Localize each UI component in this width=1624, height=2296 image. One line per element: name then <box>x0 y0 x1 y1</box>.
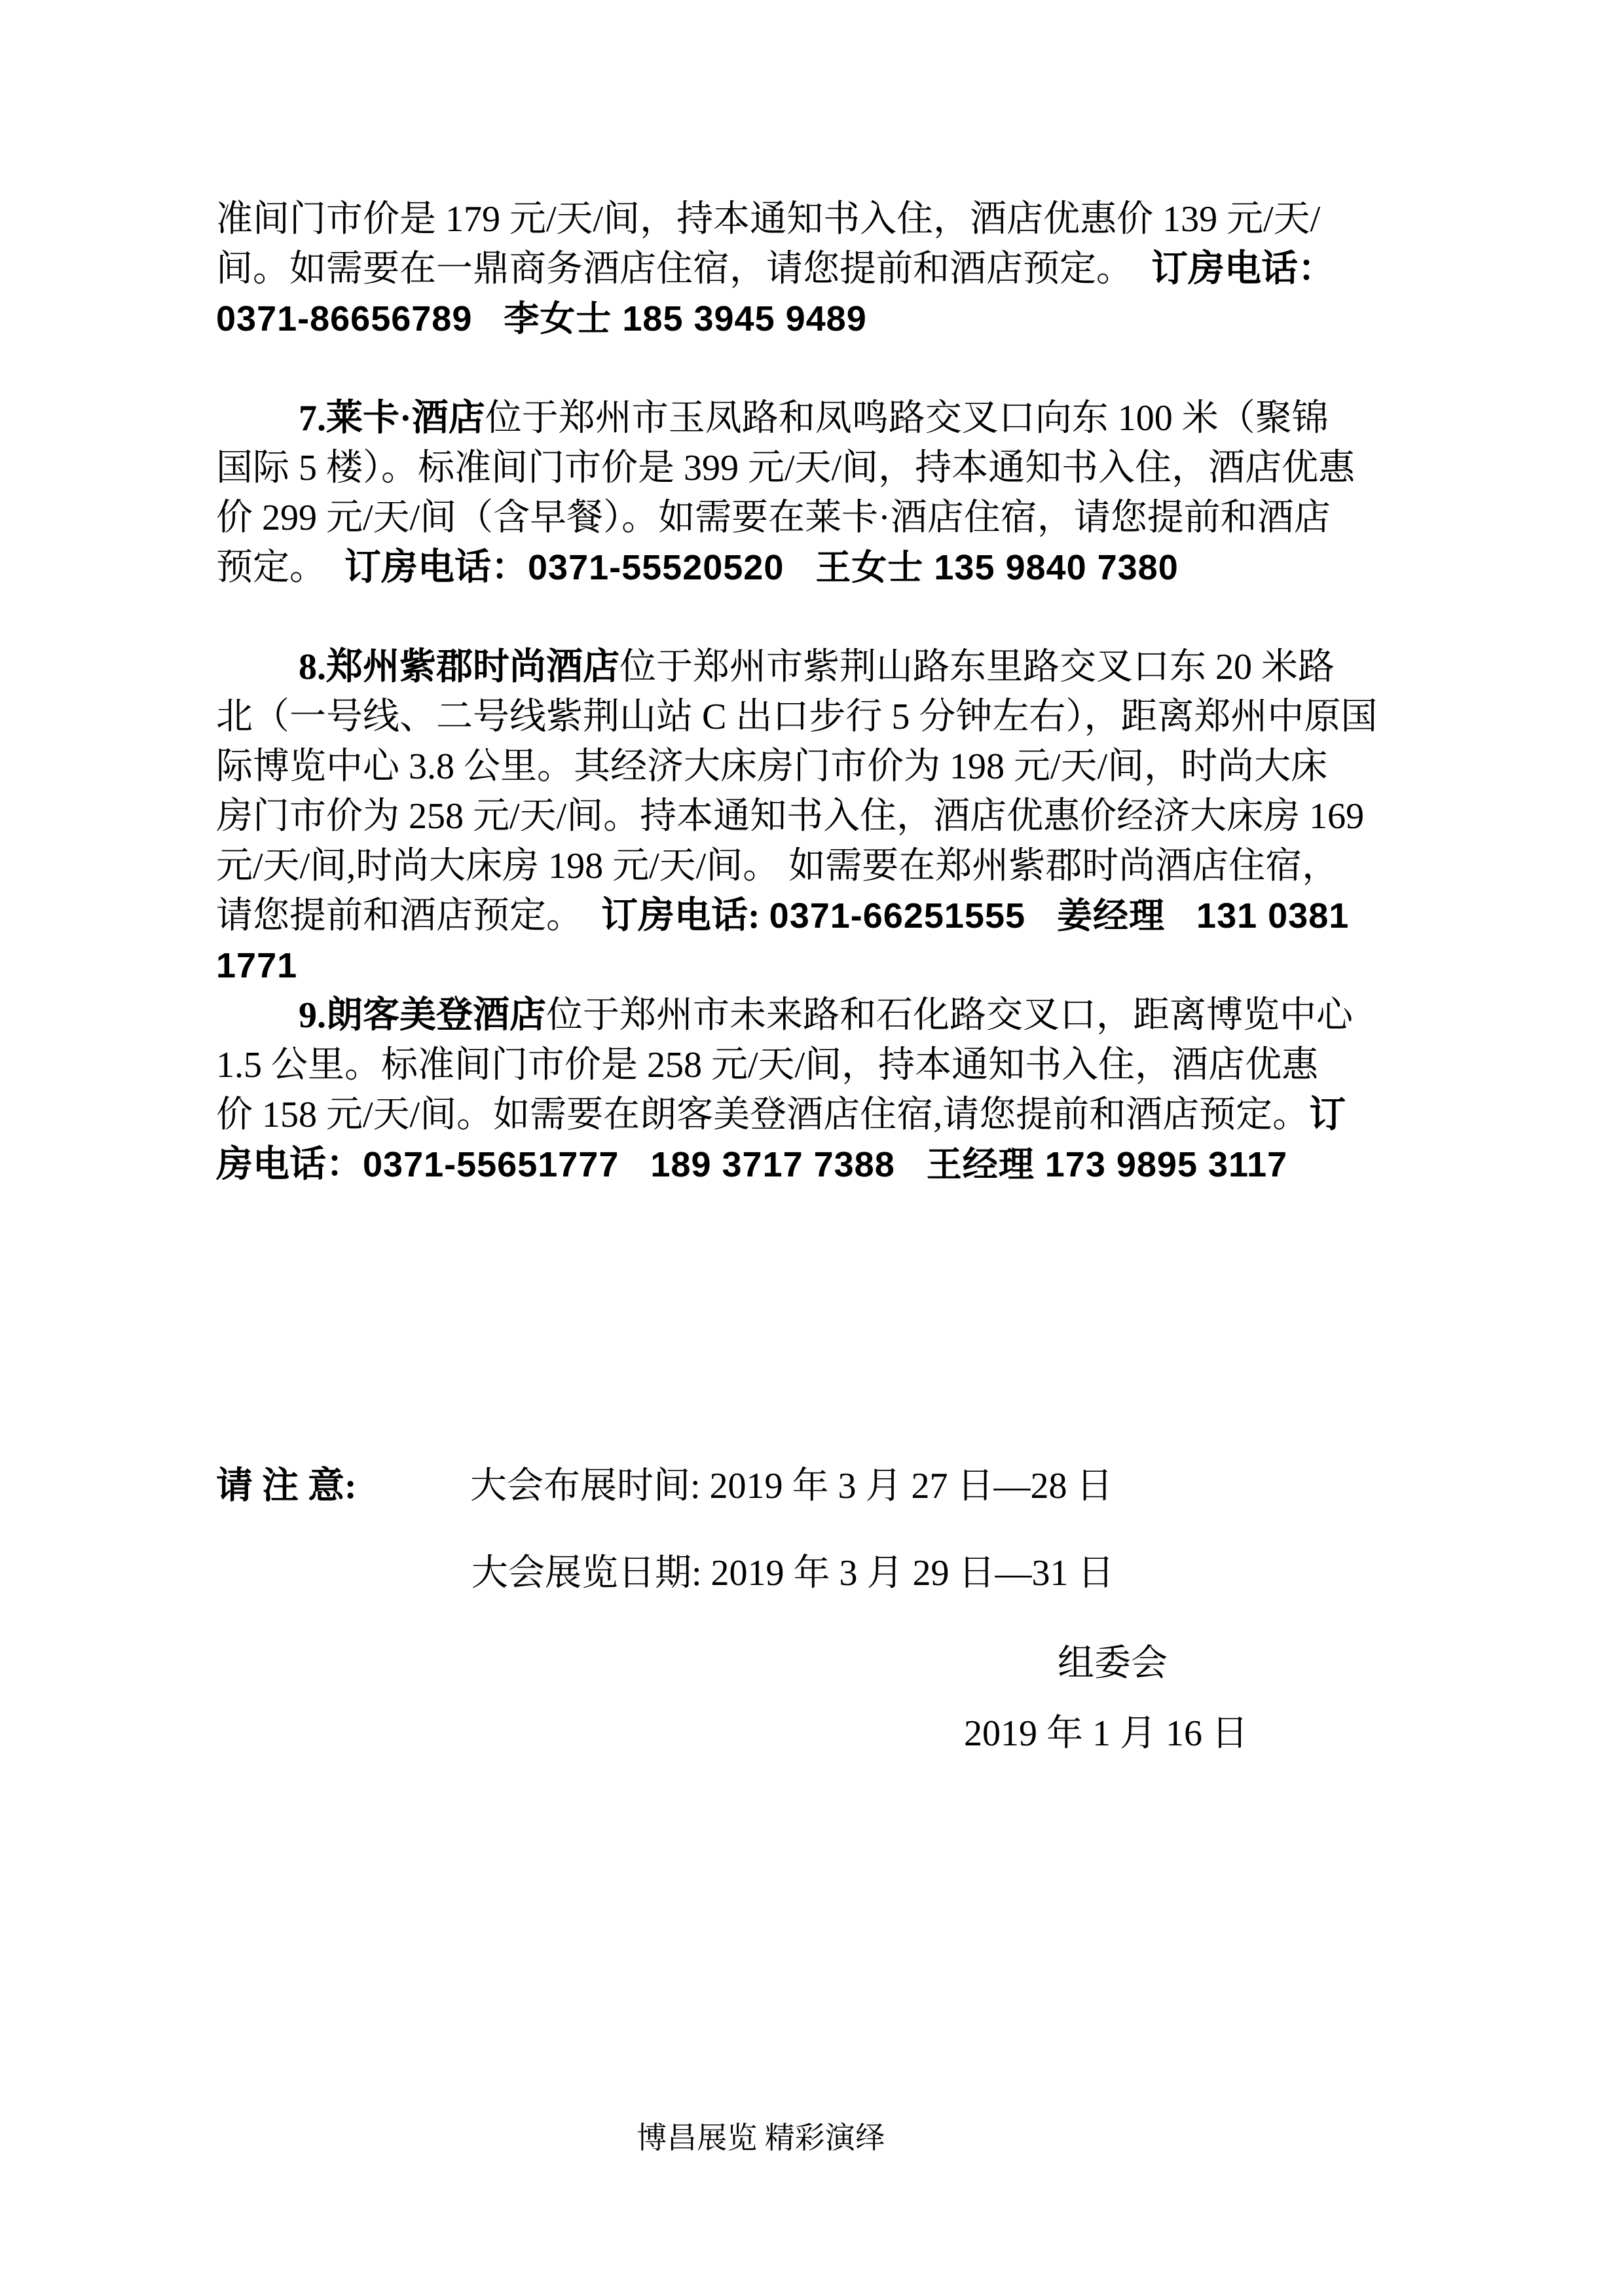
booking-phone-number: 0371-66251555 姜经理 131 0381 <box>769 896 1350 936</box>
text-line <box>216 742 1414 792</box>
hotel-7-paragraph <box>216 393 1414 592</box>
text-line <box>216 642 1414 692</box>
body-text: 北（一号线、二号线紫荆山站 C 出口步行 5 分钟左右），距离郑州中原国 <box>216 697 1378 737</box>
text-line <box>216 991 1414 1040</box>
booking-phone-label: 订房电话： <box>1151 249 1335 289</box>
hotel-9-paragraph <box>216 991 1414 1190</box>
body-text: 请您提前和酒店预定。 <box>216 896 601 936</box>
document-body <box>216 194 1414 1758</box>
body-text: 价 299 元/天/间（含早餐）。如需要在莱卡·酒店住宿，请您提前和酒店 <box>216 498 1331 538</box>
text-line <box>216 692 1414 742</box>
booking-phone-number: 0371-86656789 李女士 185 3945 9489 <box>216 299 867 338</box>
footer <box>0 2119 1624 2158</box>
body-text: 准间门市价是 179 元/天/间，持本通知书入住，酒店优惠价 139 元/天/ <box>216 199 1321 240</box>
body-text: 位于郑州市玉凤路和凤鸣路交叉口向东 100 米（聚锦 <box>485 398 1329 439</box>
hotel-name: 7.莱卡·酒店 <box>299 398 485 439</box>
body-text: 预定。 <box>216 547 344 588</box>
signature-date <box>964 1709 1414 1758</box>
text-line <box>216 244 1414 294</box>
text-line <box>216 194 1414 244</box>
body-text: 1.5 公里。标准间门市价是 258 元/天/间，持本通知书入住，酒店优惠 <box>216 1045 1319 1085</box>
hotel-name: 8.郑州紫郡时尚酒店 <box>299 647 619 687</box>
text-line <box>216 1090 1414 1140</box>
booking-phone-label: 订房电话： <box>344 547 528 588</box>
body-text: 价 158 元/天/间。如需要在朗客美登酒店住宿,请您提前和酒店预定。 <box>216 1095 1310 1135</box>
notice-row <box>471 1548 1414 1598</box>
text-line <box>216 443 1414 493</box>
body-text: 位于郑州市紫荆山路东里路交叉口东 20 米路 <box>619 647 1335 687</box>
date-text: 2019 年 1 月 16 日 <box>964 1713 1248 1754</box>
body-text: 际博览中心 3.8 公里。其经济大床房门市价为 198 元/天/间，时尚大床 <box>216 746 1328 787</box>
text-line <box>216 1040 1414 1090</box>
body-text: 间。如需要在一鼎商务酒店住宿，请您提前和酒店预定。 <box>216 249 1151 289</box>
text-line <box>216 841 1414 891</box>
exhibit-time-text: 大会展览日期: 2019 年 3 月 29 日—31 日 <box>471 1553 1115 1594</box>
hotel-name: 9.朗客美登酒店 <box>299 995 546 1036</box>
booking-phone-label: 房电话： <box>216 1144 363 1185</box>
notice-row <box>216 1461 1414 1511</box>
org-name: 组委会 <box>1058 1643 1168 1684</box>
text-line <box>216 543 1414 592</box>
booking-phone-number: 1771 <box>216 946 298 985</box>
signature-org <box>1058 1639 1414 1688</box>
text-line <box>216 941 1414 991</box>
footer-slogan: 博昌展览 精彩演绎 <box>637 2121 885 2155</box>
text-line <box>216 792 1414 841</box>
booking-phone-number: 0371-55651777 189 3717 7388 王经理 173 9895 3117 <box>363 1145 1288 1184</box>
text-line <box>216 493 1414 543</box>
text-line <box>216 393 1414 443</box>
hotel-6-paragraph <box>216 194 1414 344</box>
body-text: 房门市价为 258 元/天/间。持本通知书入住，酒店优惠价经济大床房 169 <box>216 796 1365 837</box>
blank-line <box>216 344 1414 393</box>
text-line <box>216 1140 1414 1190</box>
setup-time-text: 大会布展时间: 2019 年 3 月 27 日—28 日 <box>470 1466 1113 1506</box>
body-text: 国际 5 楼）。标准间门市价是 399 元/天/间，持本通知书入住，酒店优惠 <box>216 448 1356 488</box>
notice-label: 请 注 意: <box>216 1466 357 1506</box>
body-text: 元/天/间,时尚大床房 198 元/天/间。 如需要在郑州紫郡时尚酒店住宿， <box>216 846 1339 886</box>
hotel-8-paragraph <box>216 642 1414 991</box>
body-text: 位于郑州市未来路和石化路交叉口，距离博览中心 <box>546 995 1353 1036</box>
booking-phone-number: 0371-55520520 王女士 135 9840 7380 <box>528 548 1179 587</box>
text-line <box>216 294 1414 344</box>
booking-phone-label: 订 <box>1309 1095 1346 1135</box>
blank-line <box>216 592 1414 642</box>
text-line <box>216 891 1414 941</box>
booking-phone-label: 订房电话: <box>601 896 769 936</box>
